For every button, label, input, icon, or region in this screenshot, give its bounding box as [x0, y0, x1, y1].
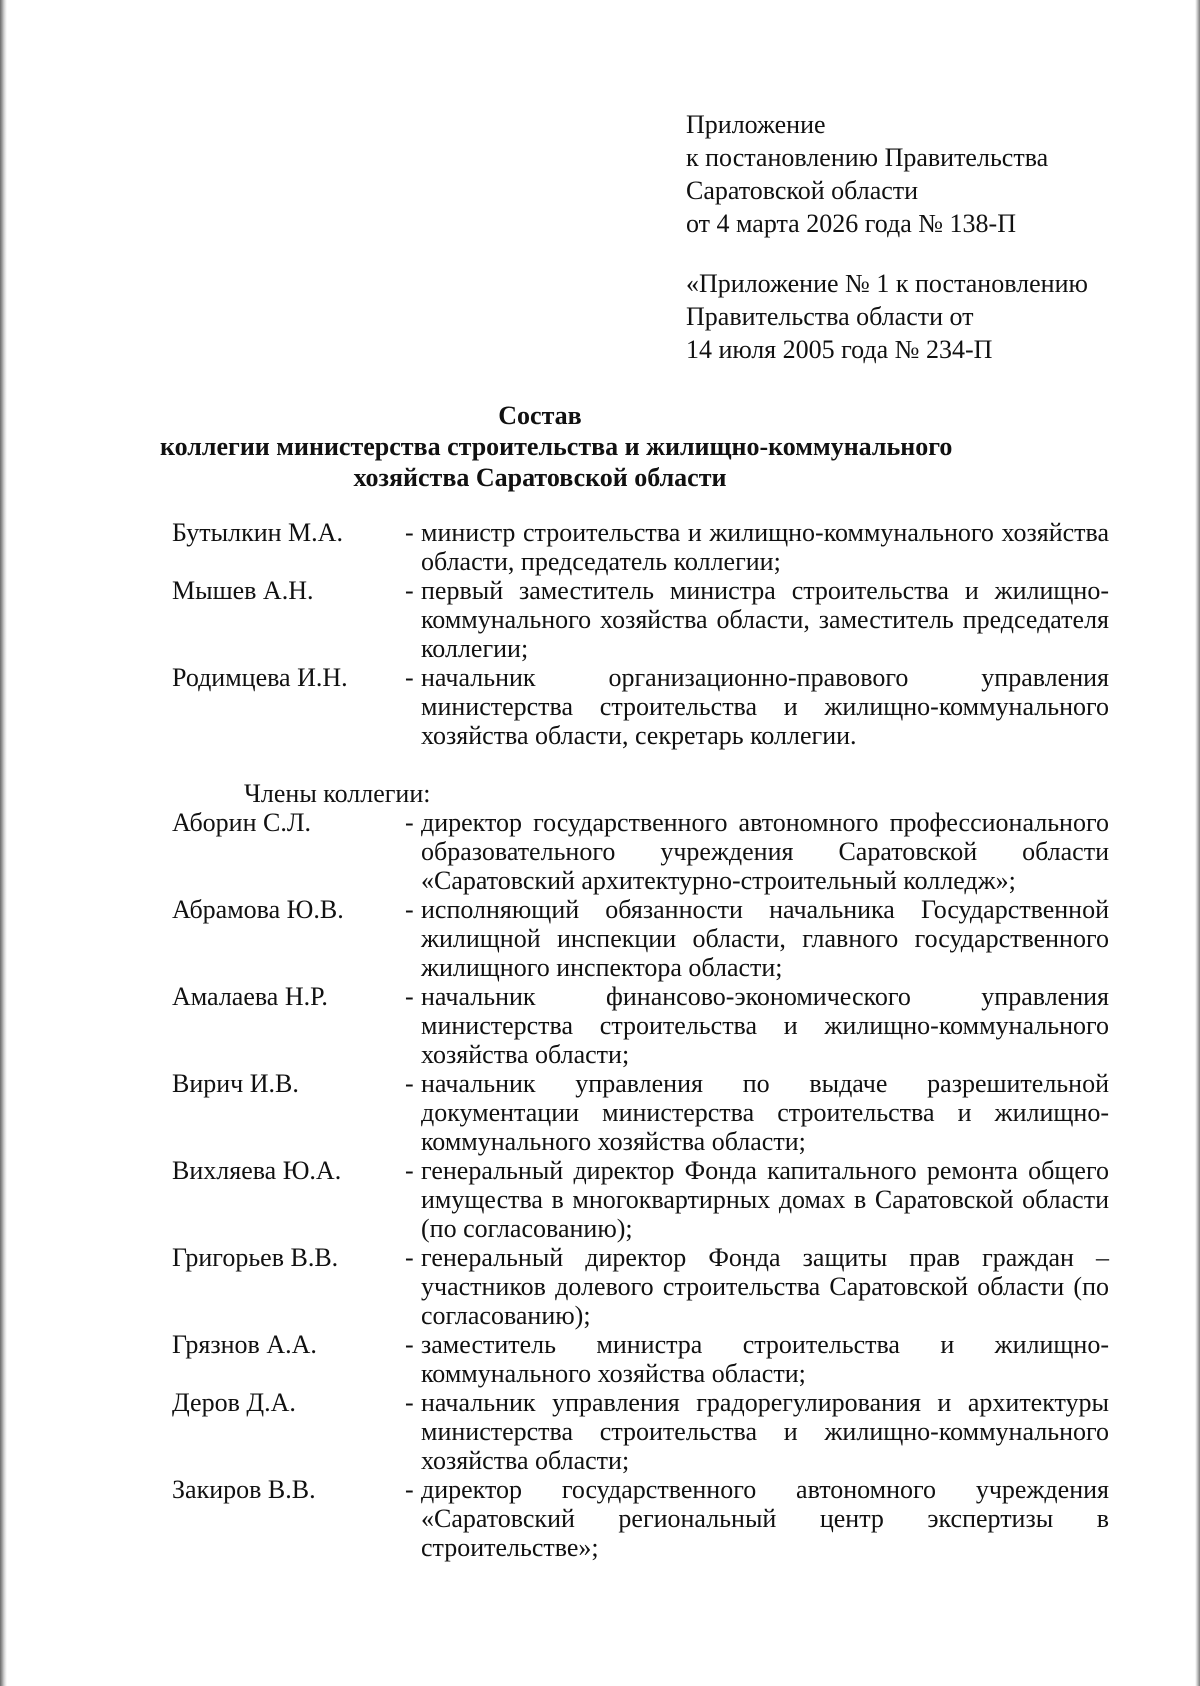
- header-spacer: [686, 240, 1146, 267]
- scan-edge-right: [1195, 0, 1200, 1686]
- appendix-header: [686, 108, 1146, 366]
- person-position: начальник организационно-правового управления министерства строительства и жилищно-коммунального хозяйства области, секретарь коллегии.: [421, 663, 1109, 750]
- collegium-roster: [172, 518, 1109, 1562]
- original-appendix-line: Правительства области от: [686, 302, 974, 331]
- person-name: Григорьев В.В.: [172, 1243, 339, 1272]
- person-position: начальник управления по выдаче разрешительной документации министерства строительства и жилищно-коммунального хозяйства области;: [421, 1069, 1109, 1156]
- appendix-line: к постановлению Правительства: [686, 143, 1049, 172]
- dash-separator: -: [405, 1475, 414, 1504]
- dash-separator: -: [405, 1243, 414, 1272]
- members-spacer: [172, 750, 1109, 779]
- person-position: заместитель министра строительства и жилищно-коммунального хозяйства области;: [421, 1330, 1109, 1388]
- dash-separator: -: [405, 982, 414, 1011]
- roster-row: [172, 1243, 1109, 1330]
- dash-separator: -: [405, 1069, 414, 1098]
- person-name: Бутылкин М.А.: [172, 518, 343, 547]
- scan-edge-left: [0, 0, 7, 1686]
- document-title: [160, 400, 953, 493]
- person-position: начальник управления градорегулирования и архитектуры министерства строительства и жилищно-коммунального хозяйства области;: [421, 1388, 1109, 1475]
- appendix-line: Саратовской области: [686, 176, 919, 205]
- person-name: Аборин С.Л.: [172, 808, 311, 837]
- dash-separator: -: [405, 1330, 414, 1359]
- person-name: Закиров В.В.: [172, 1475, 316, 1504]
- person-name: Родимцева И.Н.: [172, 663, 348, 692]
- appendix-line: Приложение: [686, 110, 826, 139]
- person-position: директор государственного автономного учреждения «Саратовский региональный центр экспертизы в строительстве»;: [421, 1475, 1109, 1562]
- dash-separator: -: [405, 808, 414, 837]
- original-appendix-line: «Приложение № 1 к постановлению: [686, 269, 1088, 298]
- person-position: министр строительства и жилищно-коммунального хозяйства области, председатель коллегии;: [421, 518, 1109, 576]
- person-name: Амалаева Н.Р.: [172, 982, 328, 1011]
- title-line: Состав: [498, 401, 582, 430]
- roster-row: [172, 518, 1109, 576]
- title-line: хозяйства Саратовской области: [353, 463, 727, 492]
- roster-row: [172, 1069, 1109, 1156]
- members-list: [172, 808, 1109, 1562]
- dash-separator: -: [405, 518, 414, 547]
- dash-separator: -: [405, 663, 414, 692]
- original-appendix-line: 14 июля 2005 года № 234-П: [686, 335, 993, 364]
- person-name: Вирич И.В.: [172, 1069, 299, 1098]
- person-name: Вихляева Ю.А.: [172, 1156, 342, 1185]
- roster-row: [172, 576, 1109, 663]
- roster-row: [172, 1388, 1109, 1475]
- person-position: исполняющий обязанности начальника Государственной жилищной инспекции области, главного государственного жилищного инспектора области;: [421, 895, 1109, 982]
- roster-row: [172, 895, 1109, 982]
- roster-row: [172, 1330, 1109, 1388]
- roster-row: [172, 1475, 1109, 1562]
- title-line: коллегии министерства строительства и жилищно-коммунального: [160, 432, 953, 461]
- person-name: Деров Д.А.: [172, 1388, 296, 1417]
- person-position: генеральный директор Фонда капитального ремонта общего имущества в многоквартирных домах в Саратовской области (по согласованию);: [421, 1156, 1109, 1243]
- person-name: Грязнов А.А.: [172, 1330, 317, 1359]
- dash-separator: -: [405, 1156, 414, 1185]
- roster-row: [172, 982, 1109, 1069]
- members-heading: Члены коллегии:: [244, 779, 431, 808]
- dash-separator: -: [405, 1388, 414, 1417]
- person-name: Мышев А.Н.: [172, 576, 314, 605]
- person-name: Абрамова Ю.В.: [172, 895, 344, 924]
- person-position: генеральный директор Фонда защиты прав граждан – участников долевого строительства Саратовской области (по согласованию);: [421, 1243, 1109, 1330]
- person-position: начальник финансово-экономического управления министерства строительства и жилищно-коммунального хозяйства области;: [421, 982, 1109, 1069]
- leadership-list: [172, 518, 1109, 750]
- dash-separator: -: [405, 576, 414, 605]
- roster-row: [172, 663, 1109, 750]
- person-position: первый заместитель министра строительства и жилищно-коммунального хозяйства области, заместитель председателя коллегии;: [421, 576, 1109, 663]
- roster-row: [172, 808, 1109, 895]
- dash-separator: -: [405, 895, 414, 924]
- person-position: директор государственного автономного профессионального образовательного учреждения Саратовской области «Саратовский архитектурно-строительный колледж»;: [421, 808, 1109, 895]
- roster-row: [172, 1156, 1109, 1243]
- appendix-line: от 4 марта 2026 года № 138-П: [686, 209, 1016, 238]
